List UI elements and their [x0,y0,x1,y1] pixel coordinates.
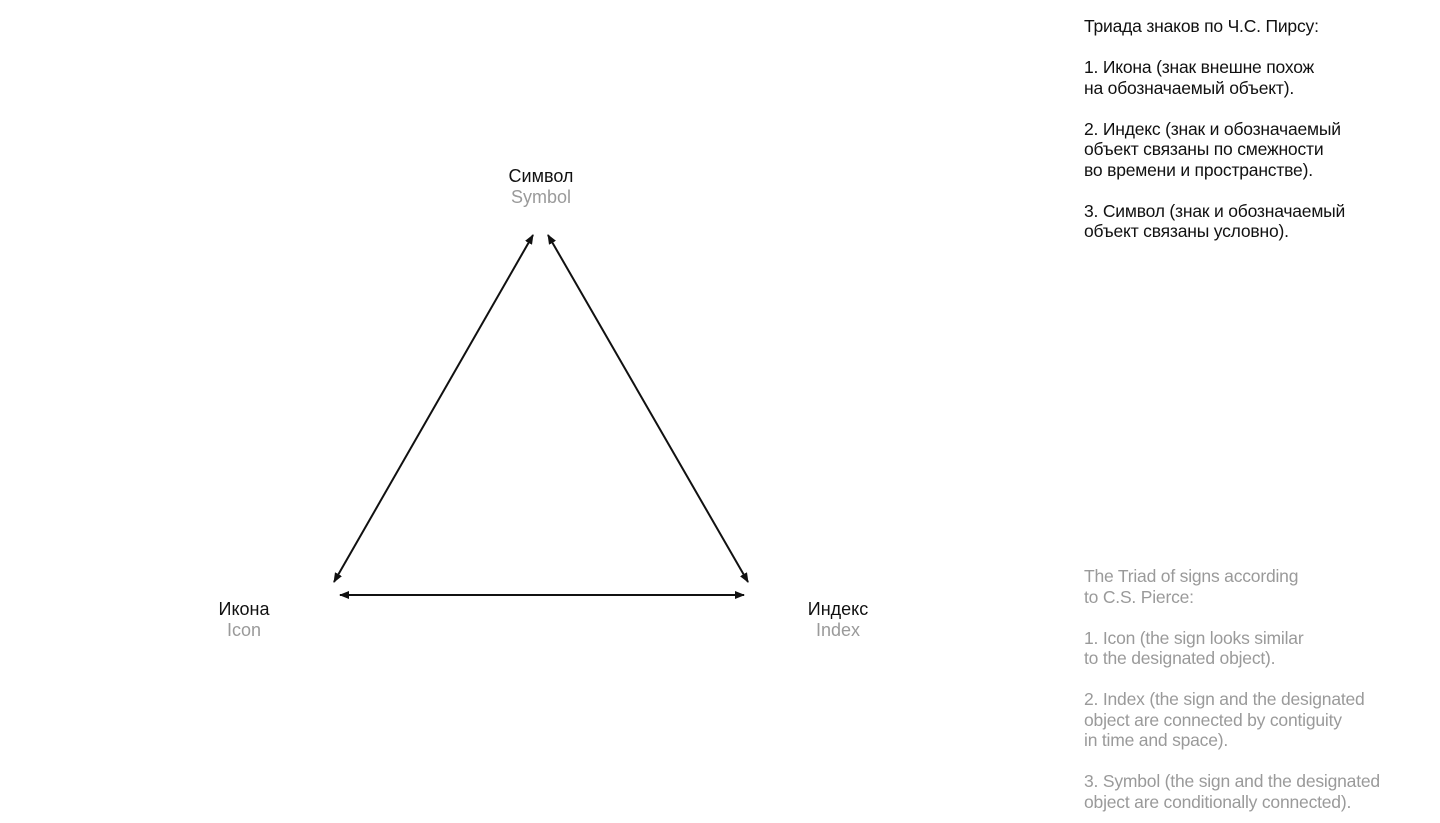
description-english [1084,566,1434,812]
node-index-en-label: Index [815,620,861,640]
node-icon-en-label: Icon [226,620,262,640]
node-index-ru-label: Индекс [807,599,869,619]
node-symbol-ru-label: Символ [508,166,574,186]
description-en-title: The Triad of signs according to C.S. Pierce: [1084,566,1299,607]
arrow-icon-symbol [334,235,533,582]
node-index [738,599,938,641]
node-icon [144,599,344,641]
description-ru-item: 1. Икона (знак внешне похож на обозначаемый объект). [1084,57,1315,98]
description-russian [1084,16,1434,242]
node-icon-ru-label: Икона [218,599,270,619]
arrow-symbol-index [548,235,748,582]
node-symbol [441,166,641,208]
node-symbol-en-label: Symbol [510,187,572,207]
description-en-item: 2. Index (the sign and the designated object are connected by contiguity in time and space). [1084,689,1365,750]
description-en-item: 1. Icon (the sign looks similar to the designated object). [1084,627,1304,668]
description-ru-title: Триада знаков по Ч.С. Пирсу: [1084,16,1319,36]
description-en-item: 3. Symbol (the sign and the designated object are conditionally connected). [1084,771,1380,812]
description-ru-item: 2. Индекс (знак и обозначаемый объект связаны по смежности во времени и пространстве). [1084,118,1341,180]
description-ru-item: 3. Символ (знак и обозначаемый объект связаны условно). [1084,200,1346,241]
